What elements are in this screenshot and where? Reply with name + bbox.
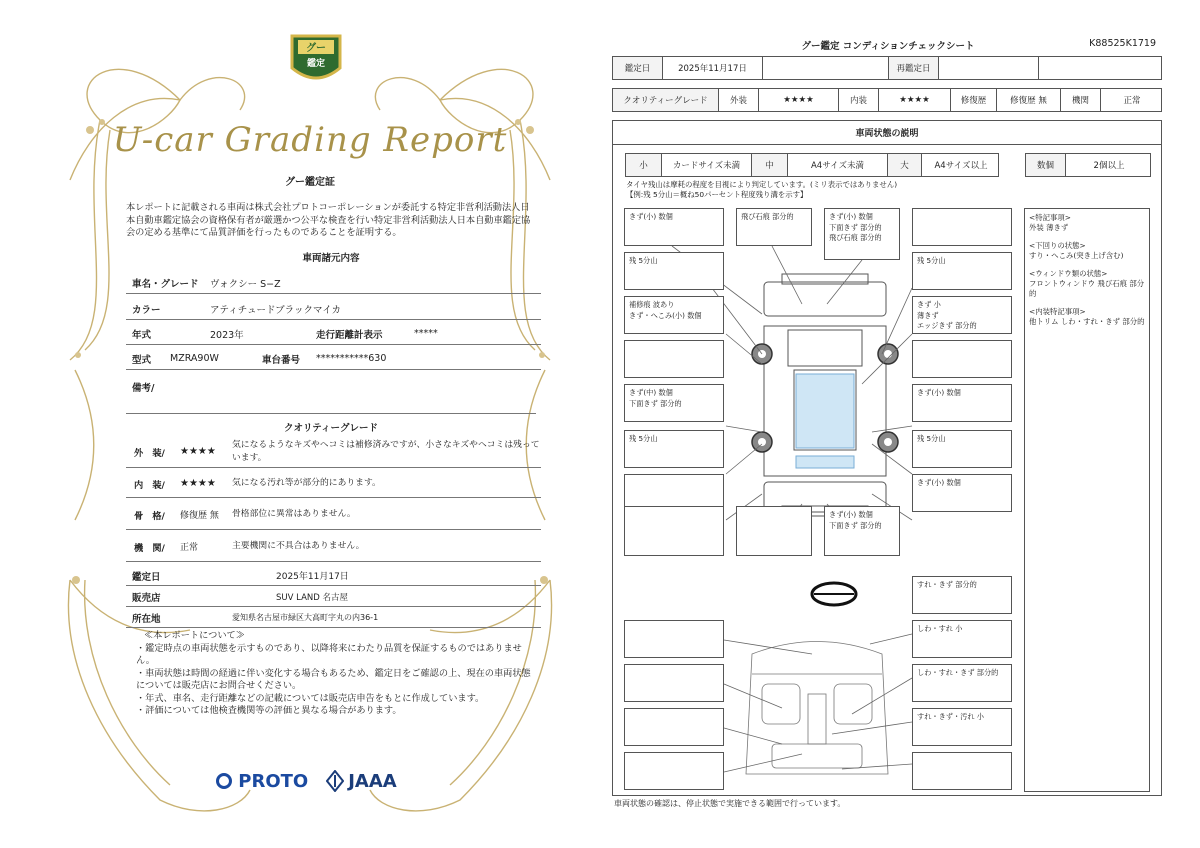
note-item: ・評価については他検査機関等の評価と異なる場合があります。 xyxy=(136,705,402,716)
int-label: 内装 xyxy=(839,89,879,111)
sheet-code: K88525K1719 xyxy=(1089,38,1156,49)
spec-label: 鑑定日 xyxy=(132,571,161,583)
spec-row-name xyxy=(126,272,541,294)
legend-count-desc: 2個以上 xyxy=(1093,161,1125,171)
repair-value: 修復歴 無 xyxy=(997,89,1061,111)
interior-box-left-4 xyxy=(624,752,724,790)
grading-certificate xyxy=(40,20,580,830)
sheet-footnote: 車両状態の確認は、停止状態で実施できる範囲で行っています。 xyxy=(614,799,846,808)
spec-value: ***********630 xyxy=(316,353,387,364)
repair-label: 修復歴 xyxy=(951,89,997,111)
spec-row-color xyxy=(126,298,541,320)
quality-row-frame xyxy=(126,500,541,530)
quality-row-exterior xyxy=(126,436,541,468)
quality-desc: 骨格部位に異常はありません。 xyxy=(232,509,356,520)
jaaa-logo xyxy=(326,770,397,792)
damage-box-right-rear: きず(小) 数個 xyxy=(912,474,1012,512)
spec-section-title: 車両諸元内容 xyxy=(302,253,360,264)
proto-icon xyxy=(216,773,232,789)
legend-count: 数個 xyxy=(1026,154,1066,176)
interior-box-right-3: すれ・きず・汚れ 小 xyxy=(912,708,1012,746)
spec-value: アティチュードブラックマイカ xyxy=(210,304,342,316)
spec-label: 走行距離計表示 xyxy=(316,329,383,341)
interior-leader-lines xyxy=(722,594,912,794)
spec-label: 型式 xyxy=(132,354,152,366)
inspection-address-row xyxy=(126,608,541,628)
svg-text:鑑定: 鑑定 xyxy=(306,59,326,69)
spec-value: ***** xyxy=(414,328,438,339)
spec-label: カラー xyxy=(132,304,161,316)
legend-large: 大 xyxy=(888,154,922,176)
spec-value: MZRA90W xyxy=(170,353,219,364)
quality-row-interior xyxy=(126,470,541,498)
tire-box-front-left: 残 5分山 xyxy=(624,252,724,290)
legend-small: 小 xyxy=(626,154,662,176)
interior-box-left-1 xyxy=(624,620,724,658)
remark-heading: <内装特記事項> xyxy=(1029,307,1086,316)
remark-value: フロントウィンドウ 飛び石痕 部分的 xyxy=(1029,279,1145,298)
quality-row-engine xyxy=(126,532,541,562)
date-blank xyxy=(763,57,889,79)
spec-label: 車台番号 xyxy=(262,354,301,366)
section-title: 車両状態の説明 xyxy=(613,121,1161,145)
condition-check-sheet xyxy=(612,34,1164,824)
legend-mid: 中 xyxy=(752,154,788,176)
interior-box-left-3 xyxy=(624,708,724,746)
damage-box-left-fender: 補修痕 波あり きず・へこみ(小) 数個 xyxy=(624,296,724,334)
spec-value: 2023年 xyxy=(210,329,244,341)
spec-value: SUV LAND 名古屋 xyxy=(276,592,348,603)
date-row xyxy=(612,56,1162,80)
spec-label: 車名・グレード xyxy=(132,278,199,290)
quality-label: 骨 格/ xyxy=(134,510,165,522)
quality-value: 修復歴 無 xyxy=(180,511,219,521)
spec-value: ヴォクシー S−Z xyxy=(210,278,281,290)
date-value: 2025年11月17日 xyxy=(663,57,763,79)
interior-box-right-2: しわ・すれ・きず 部分的 xyxy=(912,664,1012,702)
interior-box-right-1: しわ・すれ 小 xyxy=(912,620,1012,658)
int-value: ★★★★ xyxy=(879,89,951,111)
damage-box-right-front-door xyxy=(912,340,1012,378)
proto-logo-text: PROTO xyxy=(238,770,309,792)
spec-value: 2025年11月17日 xyxy=(276,572,349,582)
goo-kantei-badge xyxy=(288,30,344,92)
spec-label: 備考/ xyxy=(132,383,155,394)
tire-box-front-right: 残 5分山 xyxy=(912,252,1012,290)
tire-note-1: タイヤ残山は摩耗の程度を目視により判定しています。(ミリ表示ではありません) xyxy=(626,180,898,189)
jaaa-logo-text: JAAA xyxy=(348,770,397,792)
special-remarks xyxy=(1024,208,1150,792)
reinspect-blank xyxy=(1039,57,1163,79)
certificate-subtitle: グー鑑定証 xyxy=(285,177,335,188)
quality-row xyxy=(612,88,1162,112)
damage-box-right-rear-door: きず(小) 数個 xyxy=(912,384,1012,422)
count-legend xyxy=(1025,153,1151,177)
reinspect-value xyxy=(939,57,1039,79)
size-legend xyxy=(625,153,999,177)
damage-box-front-right xyxy=(912,208,1012,246)
spec-row-year xyxy=(126,323,541,345)
ext-label: 外装 xyxy=(719,89,759,111)
spec-row-remarks xyxy=(126,376,541,398)
note-item: ・年式、車名、走行距離などの記載については販売店申告をもとに作成しています。 xyxy=(136,692,485,704)
footer-logos xyxy=(216,770,397,792)
damage-box-front-window: きず(小) 数個 下面きず 部分的 飛び石痕 部分的 xyxy=(824,208,900,260)
remark-value: 外装 薄きず xyxy=(1029,223,1069,232)
spec-label: 販売店 xyxy=(132,592,161,604)
ext-value: ★★★★ xyxy=(759,89,839,111)
damage-box-front-center: 飛び石痕 部分的 xyxy=(736,208,812,246)
tire-legend-note xyxy=(626,180,897,200)
tire-box-rear-left: 残 5分山 xyxy=(624,430,724,468)
legend-mid-desc: A4サイズ未満 xyxy=(788,154,888,176)
remark-heading: <特記事項> xyxy=(1029,213,1071,222)
jaaa-emblem-icon xyxy=(326,770,344,792)
quality-desc: 気になるようなキズやヘコミは補修済みですが、小さなキズやヘコミは残っています。 xyxy=(232,440,540,463)
quality-label: 内 装/ xyxy=(134,479,165,491)
damage-box-rear-bumper: きず(小) 数個 下面きず 部分的 xyxy=(824,506,900,556)
script-title: U-car Grading Report xyxy=(112,120,508,160)
remark-heading: <下回りの状態> xyxy=(1029,241,1086,250)
damage-box-left-front-door xyxy=(624,340,724,378)
remark-value: すり・へこみ(突き上げ含む) xyxy=(1029,251,1124,260)
quality-label: クオリティーグレード xyxy=(613,89,719,111)
proto-logo xyxy=(216,771,308,792)
remark-value: 他トリム しわ・すれ・きず 部分的 xyxy=(1029,317,1145,326)
report-notes xyxy=(136,630,536,718)
note-item: ・鑑定時点の車両状態を示すものであり、以降将来にわたり品質を保証するものではありません。 xyxy=(136,642,522,666)
spec-label: 年式 xyxy=(132,329,152,341)
certificate-intro: 本レポートに記載される車両は株式会社プロトコーポレーションが委託する特定非営利活動法人日本自動車鑑定協会の資格保有者が厳選かつ公平な検査を行い特定非営利活動法人日本自動車鑑定協会の定める基準にて品質評価を行ったものであることを証明する。 xyxy=(126,202,531,238)
quality-section-title: クオリティーグレード xyxy=(126,413,536,434)
inspection-shop-row xyxy=(126,587,541,607)
quality-desc: 主要機関に不具合はありません。 xyxy=(232,541,365,552)
interior-box-steering: すれ・きず 部分的 xyxy=(912,576,1012,614)
note-item: ・車両状態は時間の経過に伴い変化する場合もあるため、鑑定日をご確認の上、現在の車両状態については販売店にお問合せください。 xyxy=(136,667,531,691)
inspection-date-row xyxy=(126,566,541,586)
date-label: 鑑定日 xyxy=(613,57,663,79)
damage-box-left-rear-door: きず(中) 数個 下面きず 部分的 xyxy=(624,384,724,422)
quality-label: 外 装/ xyxy=(134,447,165,459)
quality-label: 機 関/ xyxy=(134,542,165,554)
spec-row-model xyxy=(126,348,541,370)
quality-desc: 気になる汚れ等が部分的にあります。 xyxy=(232,478,381,489)
engine-label: 機関 xyxy=(1061,89,1101,111)
notes-title: ≪本レポートについて≫ xyxy=(144,630,245,641)
interior-box-left-2 xyxy=(624,664,724,702)
svg-text:グー: グー xyxy=(306,43,326,54)
damage-box-rear-left xyxy=(624,506,724,556)
damage-box-rear-center xyxy=(736,506,812,556)
sheet-title: グー鑑定 コンディションチェックシート xyxy=(801,41,975,52)
interior-box-right-4 xyxy=(912,752,1012,790)
engine-value: 正常 xyxy=(1123,96,1141,106)
legend-large-desc: A4サイズ以上 xyxy=(934,161,988,171)
quality-value: ★★★★ xyxy=(180,478,216,489)
damage-box-right-fender: きず 小 薄きず エッジきず 部分的 xyxy=(912,296,1012,334)
legend-small-desc: カードサイズ未満 xyxy=(662,154,752,176)
tire-note-2: 【例:残 5分山＝概ね50パーセント程度残り溝を示す】 xyxy=(626,190,808,199)
quality-value: ★★★★ xyxy=(180,446,216,457)
tire-box-rear-right: 残 5分山 xyxy=(912,430,1012,468)
remark-heading: <ウィンドウ類の状態> xyxy=(1029,269,1108,278)
damage-box-front-left: きず(小) 数個 xyxy=(624,208,724,246)
spec-label: 所在地 xyxy=(132,613,161,625)
quality-value: 正常 xyxy=(180,543,199,553)
reinspect-label: 再鑑定日 xyxy=(889,57,939,79)
spec-value: 愛知県名古屋市緑区大高町字丸の内36-1 xyxy=(232,613,379,622)
